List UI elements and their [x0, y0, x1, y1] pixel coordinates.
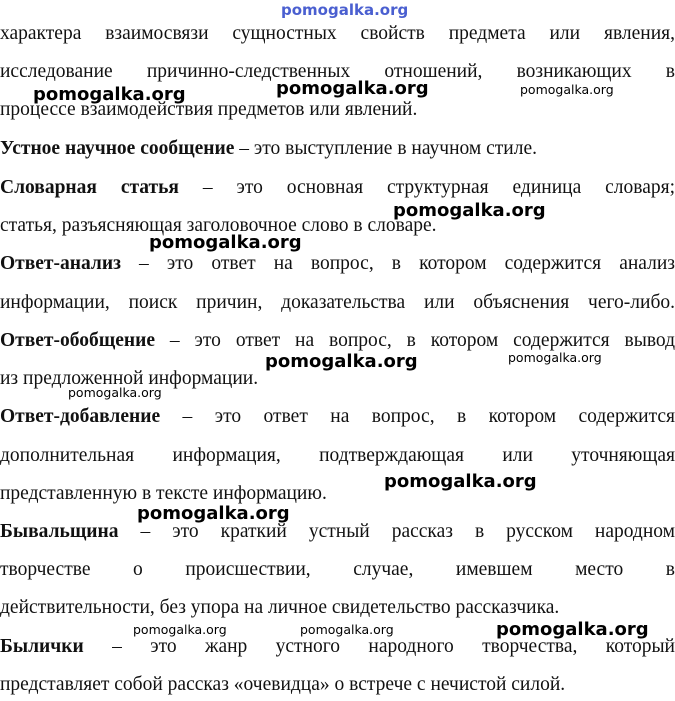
watermark: pomogalka.org [137, 503, 290, 524]
term: Бывальщина [0, 521, 119, 542]
text-line: информации, поиск причин, доказательства или объяснения чего-либо. [0, 292, 675, 313]
definition-line: Бывальщина – это краткий устный рассказ в русском народном [0, 521, 675, 542]
definition-line: Ответ-обобщение – это ответ на вопрос, в котором содержится вывод [0, 330, 675, 351]
term: Ответ-добавление [0, 406, 161, 427]
text-line: статья, разъясняющая заголовочное слово в словаре. [0, 215, 437, 236]
watermark: pomogalka.org [149, 232, 302, 253]
definition-line: Ответ-добавление – это ответ на вопрос, в котором содержится [0, 406, 675, 427]
watermark: pomogalka.org [68, 385, 162, 400]
text-line: представленную в тексте информацию. [0, 483, 327, 504]
text-line: характера взаимосвязи сущностных свойств предмета или явления, [0, 23, 675, 44]
watermark: pomogalka.org [33, 84, 186, 105]
text-line: представляет собой рассказ «очевидца» о встрече с нечистой силой. [0, 674, 566, 695]
term: Словарная статья [0, 177, 179, 198]
text-line: действительности, без упора на личное свидетельство рассказчика. [0, 597, 560, 618]
watermark: pomogalka.org [276, 78, 429, 99]
text-line: исследование причинно-следственных отношений, возникающих в [0, 61, 675, 82]
watermark: pomogalka.org [133, 622, 227, 637]
definition-line: Устное научное сообщение – это выступление в научном стиле. [0, 138, 537, 159]
watermark: pomogalka.org [393, 200, 546, 221]
text-line: творчестве о происшествии, случае, имевшем место в [0, 559, 675, 580]
text-line: дополнительная информация, подтверждающая или уточняющая [0, 445, 675, 466]
term: Былички [0, 636, 84, 657]
watermark: pomogalka.org [281, 1, 409, 19]
definition-line: Ответ-анализ – это ответ на вопрос, в котором содержится анализ [0, 253, 675, 274]
term: Ответ-обобщение [0, 330, 155, 351]
watermark: pomogalka.org [496, 619, 649, 640]
watermark: pomogalka.org [508, 350, 602, 365]
watermark: pomogalka.org [384, 471, 537, 492]
definition-line: Словарная статья – это основная структурная единица словаря; [0, 177, 675, 198]
text-line: из предложенной информации. [0, 368, 259, 389]
definition-line: Былички – это жанр устного народного творчества, который [0, 636, 675, 657]
watermark: pomogalka.org [300, 622, 394, 637]
term: Устное научное сообщение [0, 138, 235, 159]
text-line: процессе взаимодействия предметов или явлений. [0, 99, 418, 120]
term: Ответ-анализ [0, 253, 121, 274]
watermark: pomogalka.org [265, 351, 418, 372]
watermark: pomogalka.org [520, 82, 614, 97]
